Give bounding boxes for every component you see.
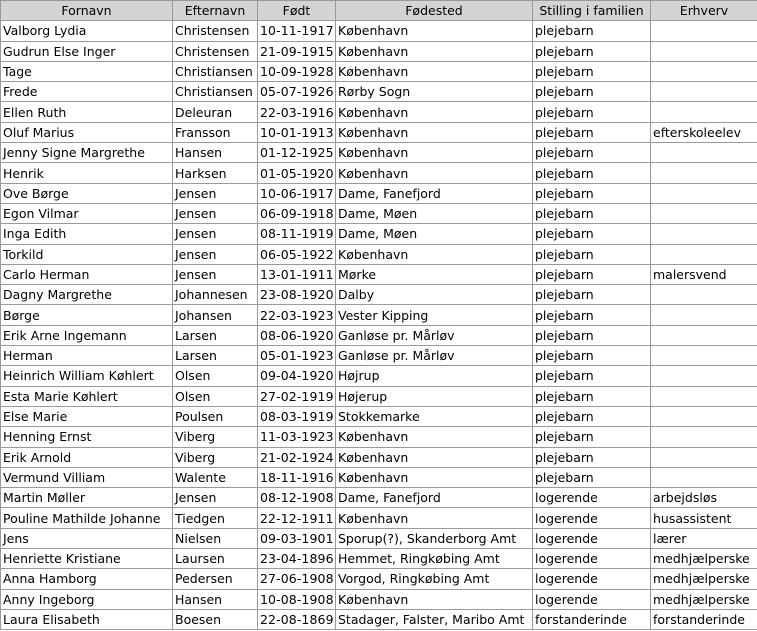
fodt-cell[interactable]: 23-08-1920 bbox=[258, 285, 336, 305]
table-row bbox=[1, 609, 757, 629]
erhverv-cell[interactable] bbox=[651, 366, 757, 386]
erhverv-cell[interactable]: medhjælperske bbox=[651, 569, 757, 589]
table-row bbox=[1, 285, 757, 305]
fodested-cell[interactable]: Dame, Fanefjord bbox=[336, 488, 533, 508]
fodt-cell[interactable]: 01-05-1920 bbox=[258, 163, 336, 183]
stilling-cell[interactable]: plejebarn bbox=[533, 467, 651, 487]
stilling-cell[interactable]: forstanderinde bbox=[533, 609, 651, 629]
erhverv-cell[interactable]: lærer bbox=[651, 528, 757, 548]
fodested-cell[interactable]: Vester Kipping bbox=[336, 305, 533, 325]
efternavn-cell[interactable]: Hansen bbox=[173, 589, 258, 609]
stilling-cell[interactable]: plejebarn bbox=[533, 61, 651, 81]
fodested-cell[interactable]: Dame, Møen bbox=[336, 224, 533, 244]
stilling-cell[interactable]: plejebarn bbox=[533, 21, 651, 41]
fodt-cell[interactable]: 08-06-1920 bbox=[258, 325, 336, 345]
fornavn-cell[interactable]: Anna Hamborg bbox=[1, 569, 173, 589]
fornavn-cell[interactable]: Jenny Signe Margrethe bbox=[1, 143, 173, 163]
fornavn-cell[interactable]: Erik Arnold bbox=[1, 447, 173, 467]
efternavn-cell[interactable]: Larsen bbox=[173, 346, 258, 366]
header-erhverv[interactable]: Erhverv bbox=[651, 1, 757, 21]
erhverv-cell[interactable] bbox=[651, 386, 757, 406]
erhverv-cell[interactable] bbox=[651, 285, 757, 305]
fodt-cell[interactable]: 21-09-1915 bbox=[258, 41, 336, 61]
fodested-cell[interactable]: København bbox=[336, 508, 533, 528]
fodt-cell[interactable]: 08-11-1919 bbox=[258, 224, 336, 244]
stilling-cell[interactable]: plejebarn bbox=[533, 122, 651, 142]
erhverv-cell[interactable]: arbejdsløs bbox=[651, 488, 757, 508]
erhverv-cell[interactable]: forstanderinde bbox=[651, 609, 757, 629]
erhverv-cell[interactable] bbox=[651, 305, 757, 325]
fodt-cell[interactable]: 05-01-1923 bbox=[258, 346, 336, 366]
fodested-cell[interactable]: Dame, Fanefjord bbox=[336, 183, 533, 203]
fornavn-cell[interactable]: Frede bbox=[1, 82, 173, 102]
table-row bbox=[1, 447, 757, 467]
fodested-cell[interactable]: København bbox=[336, 21, 533, 41]
stilling-cell[interactable]: logerende bbox=[533, 488, 651, 508]
fornavn-cell[interactable]: Laura Elisabeth bbox=[1, 609, 173, 629]
fodt-cell[interactable]: 10-09-1928 bbox=[258, 61, 336, 81]
fodested-cell[interactable]: København bbox=[336, 143, 533, 163]
fodt-cell[interactable]: 13-01-1911 bbox=[258, 264, 336, 284]
stilling-cell[interactable]: plejebarn bbox=[533, 183, 651, 203]
erhverv-cell[interactable] bbox=[651, 143, 757, 163]
stilling-cell[interactable]: logerende bbox=[533, 549, 651, 569]
fodested-cell[interactable]: Højerup bbox=[336, 386, 533, 406]
efternavn-cell[interactable]: Jensen bbox=[173, 203, 258, 223]
fodested-cell[interactable]: Sporup(?), Skanderborg Amt bbox=[336, 528, 533, 548]
table-row bbox=[1, 549, 757, 569]
erhverv-cell[interactable] bbox=[651, 183, 757, 203]
efternavn-cell[interactable]: Nielsen bbox=[173, 528, 258, 548]
efternavn-cell[interactable]: Tiedgen bbox=[173, 508, 258, 528]
fodested-cell[interactable]: Ganløse pr. Mårløv bbox=[336, 325, 533, 345]
table-row bbox=[1, 569, 757, 589]
fodested-cell[interactable]: København bbox=[336, 447, 533, 467]
stilling-cell[interactable]: plejebarn bbox=[533, 82, 651, 102]
erhverv-cell[interactable] bbox=[651, 427, 757, 447]
erhverv-cell[interactable] bbox=[651, 41, 757, 61]
table-row bbox=[1, 224, 757, 244]
efternavn-cell[interactable]: Jensen bbox=[173, 244, 258, 264]
fodt-cell[interactable]: 06-05-1922 bbox=[258, 244, 336, 264]
stilling-cell[interactable]: logerende bbox=[533, 569, 651, 589]
fornavn-cell[interactable]: Heinrich William Køhlert bbox=[1, 366, 173, 386]
fodested-cell[interactable]: Ganløse pr. Mårløv bbox=[336, 346, 533, 366]
fornavn-cell[interactable]: Jens bbox=[1, 528, 173, 548]
fodt-cell[interactable]: 06-09-1918 bbox=[258, 203, 336, 223]
fodested-cell[interactable]: Mørke bbox=[336, 264, 533, 284]
table-row bbox=[1, 366, 757, 386]
stilling-cell[interactable]: plejebarn bbox=[533, 346, 651, 366]
stilling-cell[interactable]: plejebarn bbox=[533, 102, 651, 122]
fodt-cell[interactable]: 22-12-1911 bbox=[258, 508, 336, 528]
table-row bbox=[1, 508, 757, 528]
header-fodt[interactable]: Født bbox=[258, 1, 336, 21]
stilling-cell[interactable]: plejebarn bbox=[533, 224, 651, 244]
fodested-cell[interactable]: København bbox=[336, 163, 533, 183]
table-row bbox=[1, 589, 757, 609]
stilling-cell[interactable]: plejebarn bbox=[533, 305, 651, 325]
efternavn-cell[interactable]: Olsen bbox=[173, 366, 258, 386]
stilling-cell[interactable]: logerende bbox=[533, 528, 651, 548]
fornavn-cell[interactable]: Børge bbox=[1, 305, 173, 325]
fodt-cell[interactable]: 08-12-1908 bbox=[258, 488, 336, 508]
fodt-cell[interactable]: 10-08-1908 bbox=[258, 589, 336, 609]
header-stilling[interactable]: Stilling i familien bbox=[533, 1, 651, 21]
fodested-cell[interactable]: København bbox=[336, 122, 533, 142]
efternavn-cell[interactable]: Jensen bbox=[173, 264, 258, 284]
fornavn-cell[interactable]: Ellen Ruth bbox=[1, 102, 173, 122]
table-row bbox=[1, 203, 757, 223]
fodt-cell[interactable]: 09-04-1920 bbox=[258, 366, 336, 386]
stilling-cell[interactable]: plejebarn bbox=[533, 386, 651, 406]
fodt-cell[interactable]: 10-11-1917 bbox=[258, 21, 336, 41]
stilling-cell[interactable]: plejebarn bbox=[533, 285, 651, 305]
efternavn-cell[interactable]: Jensen bbox=[173, 183, 258, 203]
efternavn-cell[interactable]: Fransson bbox=[173, 122, 258, 142]
header-fornavn[interactable]: Fornavn bbox=[1, 1, 173, 21]
erhverv-cell[interactable] bbox=[651, 224, 757, 244]
fodested-cell[interactable]: København bbox=[336, 102, 533, 122]
stilling-cell[interactable]: plejebarn bbox=[533, 143, 651, 163]
fodt-cell[interactable]: 18-11-1916 bbox=[258, 467, 336, 487]
erhverv-cell[interactable] bbox=[651, 82, 757, 102]
erhverv-cell[interactable] bbox=[651, 325, 757, 345]
table-row bbox=[1, 82, 757, 102]
efternavn-cell[interactable]: Poulsen bbox=[173, 406, 258, 426]
fornavn-cell[interactable]: Gudrun Else Inger bbox=[1, 41, 173, 61]
fodt-cell[interactable]: 22-03-1923 bbox=[258, 305, 336, 325]
table-row bbox=[1, 427, 757, 447]
fodested-cell[interactable]: København bbox=[336, 589, 533, 609]
stilling-cell[interactable]: plejebarn bbox=[533, 427, 651, 447]
erhverv-cell[interactable] bbox=[651, 467, 757, 487]
table-row bbox=[1, 163, 757, 183]
fodt-cell[interactable]: 27-06-1908 bbox=[258, 569, 336, 589]
fodt-cell[interactable]: 10-01-1913 bbox=[258, 122, 336, 142]
fodested-cell[interactable]: Stokkemarke bbox=[336, 406, 533, 426]
fodested-cell[interactable]: Højrup bbox=[336, 366, 533, 386]
fornavn-cell[interactable]: Anny Ingeborg bbox=[1, 589, 173, 609]
efternavn-cell[interactable]: Laursen bbox=[173, 549, 258, 569]
erhverv-cell[interactable] bbox=[651, 447, 757, 467]
erhverv-cell[interactable] bbox=[651, 163, 757, 183]
fodt-cell[interactable]: 22-03-1916 bbox=[258, 102, 336, 122]
fodt-cell[interactable]: 21-02-1924 bbox=[258, 447, 336, 467]
table-row bbox=[1, 61, 757, 81]
stilling-cell[interactable]: plejebarn bbox=[533, 264, 651, 284]
efternavn-cell[interactable]: Christensen bbox=[173, 21, 258, 41]
stilling-cell[interactable]: plejebarn bbox=[533, 406, 651, 426]
table-row bbox=[1, 528, 757, 548]
fodt-cell[interactable]: 27-02-1919 bbox=[258, 386, 336, 406]
efternavn-cell[interactable]: Jensen bbox=[173, 488, 258, 508]
erhverv-cell[interactable] bbox=[651, 102, 757, 122]
table-row bbox=[1, 102, 757, 122]
fornavn-cell[interactable]: Henning Ernst bbox=[1, 427, 173, 447]
fodested-cell[interactable]: Hemmet, Ringkøbing Amt bbox=[336, 549, 533, 569]
fodested-cell[interactable]: Stadager, Falster, Maribo Amt bbox=[336, 609, 533, 629]
fodested-cell[interactable]: Vorgod, Ringkøbing Amt bbox=[336, 569, 533, 589]
stilling-cell[interactable]: plejebarn bbox=[533, 447, 651, 467]
erhverv-cell[interactable] bbox=[651, 203, 757, 223]
header-efternavn[interactable]: Efternavn bbox=[173, 1, 258, 21]
table-row bbox=[1, 244, 757, 264]
table-row bbox=[1, 264, 757, 284]
erhverv-cell[interactable]: efterskoleelev bbox=[651, 122, 757, 142]
table-row bbox=[1, 488, 757, 508]
erhverv-cell[interactable] bbox=[651, 346, 757, 366]
erhverv-cell[interactable] bbox=[651, 406, 757, 426]
header-fodested[interactable]: Fødested bbox=[336, 1, 533, 21]
erhverv-cell[interactable]: malersvend bbox=[651, 264, 757, 284]
fornavn-cell[interactable]: Herman bbox=[1, 346, 173, 366]
fornavn-cell[interactable]: Ove Børge bbox=[1, 183, 173, 203]
efternavn-cell[interactable]: Christiansen bbox=[173, 82, 258, 102]
table-row bbox=[1, 406, 757, 426]
efternavn-cell[interactable]: Harksen bbox=[173, 163, 258, 183]
table-row bbox=[1, 41, 757, 61]
stilling-cell[interactable]: logerende bbox=[533, 589, 651, 609]
fodested-cell[interactable]: København bbox=[336, 61, 533, 81]
stilling-cell[interactable]: plejebarn bbox=[533, 366, 651, 386]
table-row bbox=[1, 183, 757, 203]
table-row bbox=[1, 122, 757, 142]
fodt-cell[interactable]: 01-12-1925 bbox=[258, 143, 336, 163]
fodt-cell[interactable]: 05-07-1926 bbox=[258, 82, 336, 102]
efternavn-cell[interactable]: Viberg bbox=[173, 427, 258, 447]
fodt-cell[interactable]: 09-03-1901 bbox=[258, 528, 336, 548]
fodested-cell[interactable]: København bbox=[336, 41, 533, 61]
fornavn-cell[interactable]: Else Marie bbox=[1, 406, 173, 426]
table-row bbox=[1, 386, 757, 406]
fornavn-cell[interactable]: Torkild bbox=[1, 244, 173, 264]
erhverv-cell[interactable]: medhjælperske bbox=[651, 549, 757, 569]
table-row bbox=[1, 346, 757, 366]
fornavn-cell[interactable]: Esta Marie Køhlert bbox=[1, 386, 173, 406]
efternavn-cell[interactable]: Boesen bbox=[173, 609, 258, 629]
efternavn-cell[interactable]: Olsen bbox=[173, 386, 258, 406]
erhverv-cell[interactable]: husassistent bbox=[651, 508, 757, 528]
fornavn-cell[interactable]: Vermund Villiam bbox=[1, 467, 173, 487]
table-row bbox=[1, 325, 757, 345]
efternavn-cell[interactable]: Walente bbox=[173, 467, 258, 487]
fornavn-cell[interactable]: Egon Vilmar bbox=[1, 203, 173, 223]
efternavn-cell[interactable]: Larsen bbox=[173, 325, 258, 345]
efternavn-cell[interactable]: Johannesen bbox=[173, 285, 258, 305]
stilling-cell[interactable]: logerende bbox=[533, 508, 651, 528]
fornavn-cell[interactable]: Inga Edith bbox=[1, 224, 173, 244]
table-row bbox=[1, 305, 757, 325]
fodt-cell[interactable]: 10-06-1917 bbox=[258, 183, 336, 203]
table-row bbox=[1, 467, 757, 487]
fornavn-cell[interactable]: Carlo Herman bbox=[1, 264, 173, 284]
fornavn-cell[interactable]: Valborg Lydia bbox=[1, 21, 173, 41]
header-row bbox=[1, 1, 757, 21]
efternavn-cell[interactable]: Christensen bbox=[173, 41, 258, 61]
efternavn-cell[interactable]: Pedersen bbox=[173, 569, 258, 589]
fodested-cell[interactable]: Rørby Sogn bbox=[336, 82, 533, 102]
fornavn-cell[interactable]: Henrik bbox=[1, 163, 173, 183]
stilling-cell[interactable]: plejebarn bbox=[533, 325, 651, 345]
fornavn-cell[interactable]: Erik Arne Ingemann bbox=[1, 325, 173, 345]
erhverv-cell[interactable] bbox=[651, 244, 757, 264]
fodested-cell[interactable]: København bbox=[336, 427, 533, 447]
fodested-cell[interactable]: Dalby bbox=[336, 285, 533, 305]
erhverv-cell[interactable] bbox=[651, 21, 757, 41]
fornavn-cell[interactable]: Tage bbox=[1, 61, 173, 81]
table-row bbox=[1, 143, 757, 163]
stilling-cell[interactable]: plejebarn bbox=[533, 163, 651, 183]
efternavn-cell[interactable]: Deleuran bbox=[173, 102, 258, 122]
stilling-cell[interactable]: plejebarn bbox=[533, 244, 651, 264]
table-row bbox=[1, 21, 757, 41]
fodested-cell[interactable]: Dame, Møen bbox=[336, 203, 533, 223]
fornavn-cell[interactable]: Martin Møller bbox=[1, 488, 173, 508]
erhverv-cell[interactable] bbox=[651, 61, 757, 81]
stilling-cell[interactable]: plejebarn bbox=[533, 41, 651, 61]
efternavn-cell[interactable]: Christiansen bbox=[173, 61, 258, 81]
efternavn-cell[interactable]: Viberg bbox=[173, 447, 258, 467]
fodt-cell[interactable]: 11-03-1923 bbox=[258, 427, 336, 447]
fornavn-cell[interactable]: Oluf Marius bbox=[1, 122, 173, 142]
fornavn-cell[interactable]: Pouline Mathilde Johanne bbox=[1, 508, 173, 528]
stilling-cell[interactable]: plejebarn bbox=[533, 203, 651, 223]
erhverv-cell[interactable]: medhjælperske bbox=[651, 589, 757, 609]
fodt-cell[interactable]: 22-08-1869 bbox=[258, 609, 336, 629]
fornavn-cell[interactable]: Dagny Margrethe bbox=[1, 285, 173, 305]
efternavn-cell[interactable]: Hansen bbox=[173, 143, 258, 163]
efternavn-cell[interactable]: Johansen bbox=[173, 305, 258, 325]
fornavn-cell[interactable]: Henriette Kristiane bbox=[1, 549, 173, 569]
fodested-cell[interactable]: København bbox=[336, 244, 533, 264]
fodt-cell[interactable]: 23-04-1896 bbox=[258, 549, 336, 569]
fodested-cell[interactable]: København bbox=[336, 467, 533, 487]
fodt-cell[interactable]: 08-03-1919 bbox=[258, 406, 336, 426]
efternavn-cell[interactable]: Jensen bbox=[173, 224, 258, 244]
